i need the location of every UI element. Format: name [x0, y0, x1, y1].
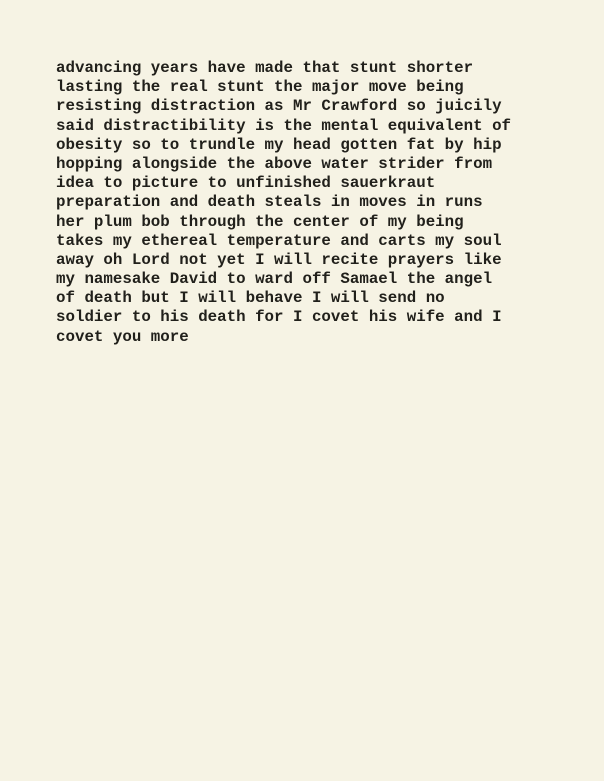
poem-line: preparation and death steals in moves in runs — [56, 193, 483, 212]
poem-line: soldier to his death for I covet his wife and I — [56, 308, 502, 327]
poem-line: takes my ethereal temperature and carts my soul — [56, 231, 502, 250]
poem-line: her plum bob through the center of my being — [56, 212, 464, 231]
poem-line: idea to picture to unfinished sauerkraut — [56, 174, 436, 193]
poem-line: covet you more — [56, 327, 189, 346]
poem-text — [56, 59, 511, 347]
poem-line: advancing years have made that stunt shorter — [56, 59, 474, 77]
poem-line: away oh Lord not yet I will recite prayers like — [56, 250, 502, 269]
poem-line: hopping alongside the above water strider from — [56, 154, 493, 173]
poem-line: said distractibility is the mental equivalent of — [56, 116, 512, 135]
poem-line: obesity so to trundle my head gotten fat by hip — [56, 135, 502, 154]
poem-line: resisting distraction as Mr Crawford so juicily — [56, 97, 502, 116]
poem-line: my namesake David to ward off Samael the angel — [56, 270, 493, 289]
poem-line: of death but I will behave I will send no — [56, 289, 445, 308]
poem-line: lasting the real stunt the major move being — [56, 78, 464, 97]
